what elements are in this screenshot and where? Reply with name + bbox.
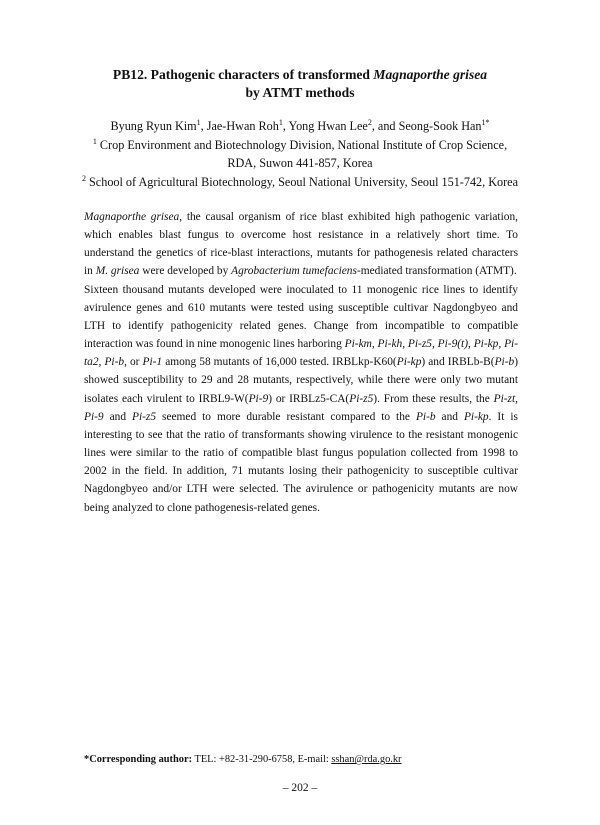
affiliation-mark: 2: [81, 173, 86, 183]
affiliation-2: [40, 174, 560, 190]
abstract-paragraph-1: [84, 208, 518, 281]
author-mark: 1*: [481, 117, 490, 127]
abstract-paragraph-2: [84, 281, 518, 517]
abstract-text: ). From these results, the: [373, 392, 494, 405]
footnote-contact: TEL: +82-31-290-6758, E-mail:: [192, 754, 332, 765]
italic-term: Pi-b: [415, 410, 436, 423]
abstract-text: and: [103, 410, 132, 423]
author-separator: , and: [371, 119, 399, 133]
title-prefix: PB12. Pathogenic characters of transformed: [112, 67, 374, 82]
italic-term: M. grisea: [95, 265, 140, 278]
abstract-text: -mediated transformation (ATMT).: [356, 265, 517, 278]
italic-term: Pi-z5: [349, 392, 374, 405]
italic-term: Pi-z5: [132, 410, 157, 423]
author-name: Seong-Sook Han: [398, 119, 482, 133]
italic-term: Pi-9: [248, 392, 269, 405]
affiliation-mark: 1: [92, 136, 97, 146]
abstract-text: were developed by: [139, 265, 232, 278]
email-link[interactable]: sshan@rda.go.kr: [331, 754, 402, 765]
author-separator: ,: [200, 119, 207, 133]
title-line-2: by ATMT methods: [245, 85, 355, 100]
author-name: Jae-Hwan Roh: [206, 119, 279, 133]
author-name: Yong Hwan Lee: [288, 119, 368, 133]
abstract-text: ) showed susceptibility to 29 and 28 mutants, respectively, while there were only two mutant isolates each virulent to IRBL9-W(: [84, 356, 518, 405]
italic-term: Pi-km, Pi-kh, Pi-z5, Pi-9(t), Pi-kp, Pi-ta2, Pi-b,: [84, 338, 518, 369]
abstract-text: , the causal organism of rice blast exhibited high pathogenic variation, which enables blast fungus to overcome host resistance in a relatively short time. To understand the genetics of rice-blast interactions, mutants for pathogenesis related characters in: [84, 211, 518, 278]
title-species: Magnaporthe grisea: [373, 67, 488, 82]
affiliation-text: Crop Environment and Biotechnology Division, National Institute of Crop Science,: [99, 138, 508, 152]
author-mark: 2: [367, 117, 372, 127]
author-list: [40, 118, 560, 134]
abstract-text: ) or IRBLz5-CA(: [268, 392, 350, 405]
italic-term: Agrobacterium tumefaciens: [231, 265, 357, 278]
abstract-text: or: [126, 356, 143, 369]
italic-term: Pi-kp: [396, 356, 422, 369]
abstract-text: seemed to more durable resistant compared to the: [156, 410, 416, 423]
abstract-text: and: [435, 410, 464, 423]
corresponding-author-footnote: [84, 753, 402, 767]
author-name: Byung Ryun Kim: [110, 119, 197, 133]
author-mark: 1: [196, 117, 201, 127]
italic-term: Pi-b: [494, 356, 515, 369]
italic-term: Pi-1: [142, 356, 163, 369]
abstract-text: ) and IRBLb-B(: [421, 356, 495, 369]
italic-term: Magnaporthe grisea: [84, 211, 180, 223]
affiliation-1: [40, 137, 560, 153]
footnote-label: *Corresponding author:: [84, 754, 193, 765]
italic-term: Pi-kp: [463, 410, 489, 423]
page-number: – 202 –: [282, 782, 318, 794]
affiliation-1-line-2: RDA, Suwon 441-857, Korea: [227, 156, 373, 170]
author-mark: 1: [278, 117, 283, 127]
author-separator: ,: [282, 119, 289, 133]
abstract-text: Sixteen thousand mutants developed were inoculated to 11 monogenic rice lines to identify avirulence genes and 610 mutants were tested using susceptible cultivar Nagdongbyeo and LTH to identify pathogenicity related genes. Change from incompatible to compatible interaction was found in nine monogenic lines harboring: [84, 283, 518, 351]
affiliation-text: School of Agricultural Biotechnology, Seoul National University, Seoul 151-742, Korea: [89, 175, 519, 189]
title-line-1: [40, 66, 560, 84]
abstract-text: . It is interesting to see that the ratio of transformants showing virulence to the resistant monogenic lines were similar to the ratio of compatible blast fungus population collected from 1998 to 2002 in the field. In addition, 71 mutants losing their pathogenicity to susceptible cultivar Nagdongbyeo and/or LTH were selected. The avirulence or pathogenicity mutants are now being analyzed to clone pathogenesis-related genes.: [84, 410, 518, 514]
abstract: [84, 208, 518, 517]
abstract-text: among 58 mutants of 16,000 tested. IRBLkp-K60(: [162, 356, 397, 369]
italic-term: Pi-zt, Pi-9: [84, 392, 518, 423]
